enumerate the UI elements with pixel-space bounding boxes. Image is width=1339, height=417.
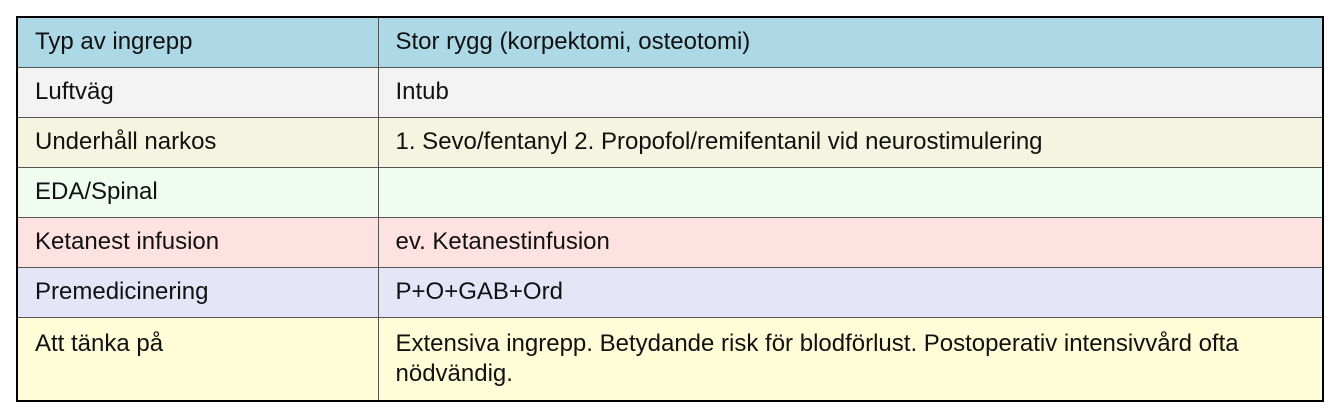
table-row [17, 67, 1323, 117]
row-label: Ketanest infusion [17, 217, 378, 267]
table-row [17, 317, 1323, 401]
anesthesia-info-table [16, 16, 1324, 402]
table-row [17, 167, 1323, 217]
row-value: 1. Sevo/fentanyl 2. Propofol/remifentanil vid neurostimulering [378, 117, 1323, 167]
row-value: Stor rygg (korpektomi, osteotomi) [378, 17, 1323, 67]
row-value: ev. Ketanestinfusion [378, 217, 1323, 267]
row-label: Att tänka på [17, 317, 378, 401]
table-row [17, 267, 1323, 317]
row-value: Extensiva ingrepp. Betydande risk för blodförlust. Postoperativ intensivvård ofta nödvändig. [378, 317, 1323, 401]
row-label: Premedicinering [17, 267, 378, 317]
table-row [17, 17, 1323, 67]
table-row [17, 117, 1323, 167]
row-label: EDA/Spinal [17, 167, 378, 217]
row-value [378, 167, 1323, 217]
row-value: P+O+GAB+Ord [378, 267, 1323, 317]
row-label: Luftväg [17, 67, 378, 117]
row-value: Intub [378, 67, 1323, 117]
row-label: Typ av ingrepp [17, 17, 378, 67]
table-row [17, 217, 1323, 267]
row-label: Underhåll narkos [17, 117, 378, 167]
